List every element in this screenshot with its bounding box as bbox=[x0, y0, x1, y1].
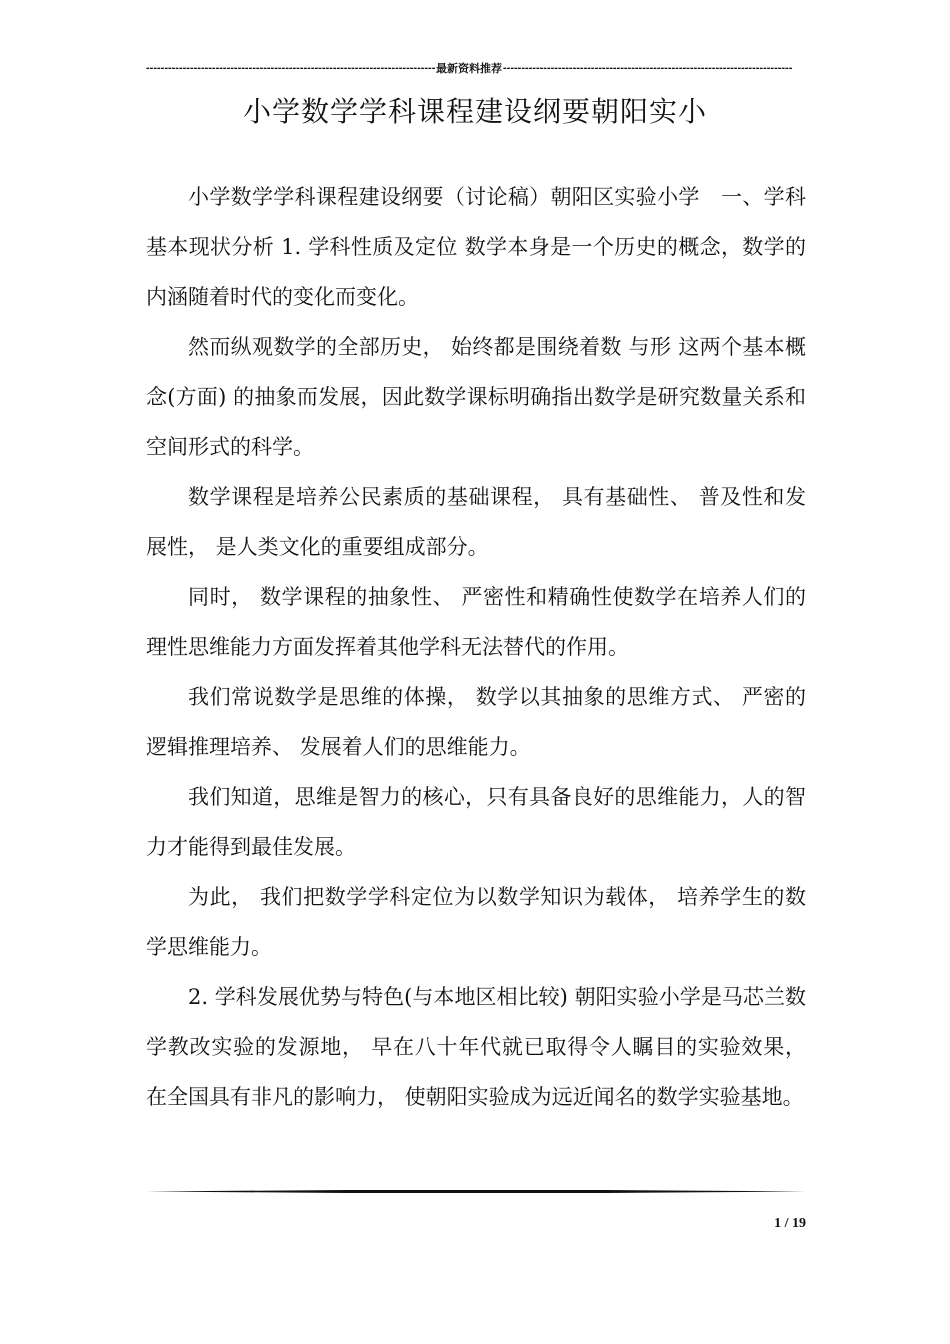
document-body bbox=[146, 172, 806, 1122]
paragraph: 我们常说数学是思维的体操， 数学以其抽象的思维方式、 严密的逻辑推理培养、 发展着人们的思维能力。 bbox=[146, 685, 806, 759]
header-dashes-right bbox=[503, 62, 792, 74]
paragraph: 小学数学学科课程建设纲要（讨论稿）朝阳区实验小学 一、学科基本现状分析 1. 学科性质及定位 数学本身是一个历史的概念，数学的内涵随着时代的变化而变化。 bbox=[146, 185, 806, 309]
paragraph: 数学课程是培养公民素质的基础课程， 具有基础性、 普及性和发展性， 是人类文化的重要组成部分。 bbox=[146, 485, 806, 559]
paragraph: 2. 学科发展优势与特色(与本地区相比较) 朝阳实验小学是马芯兰数学教改实验的发源地， 早在八十年代就已取得令人瞩目的实验效果， 在全国具有非凡的影响力， 使朝阳实验成为远近闻名的数学实验基地。 bbox=[146, 985, 806, 1109]
paragraph: 同时， 数学课程的抽象性、 严密性和精确性使数学在培养人们的理性思维能力方面发挥着其他学科无法替代的作用。 bbox=[146, 585, 806, 659]
document-title: 小学数学学科课程建设纲要朝阳实小 bbox=[242, 95, 707, 128]
paragraph: 为此， 我们把数学学科定位为以数学知识为载体， 培养学生的数学思维能力。 bbox=[146, 885, 806, 959]
paragraph: 然而纵观数学的全部历史， 始终都是围绕着数 与形 这两个基本概念(方面) 的抽象而发展，因此数学课标明确指出数学是研究数量关系和空间形式的科学。 bbox=[146, 335, 806, 459]
paragraph: 我们知道，思维是智力的核心，只有具备良好的思维能力，人的智力才能得到最佳发展。 bbox=[146, 785, 806, 859]
header-dashes-left bbox=[146, 62, 435, 74]
header-label: 最新资料推荐 bbox=[436, 63, 502, 75]
page-header bbox=[146, 60, 792, 76]
page-number: 1 / 19 bbox=[774, 1216, 806, 1231]
footer-rule bbox=[146, 1189, 806, 1194]
